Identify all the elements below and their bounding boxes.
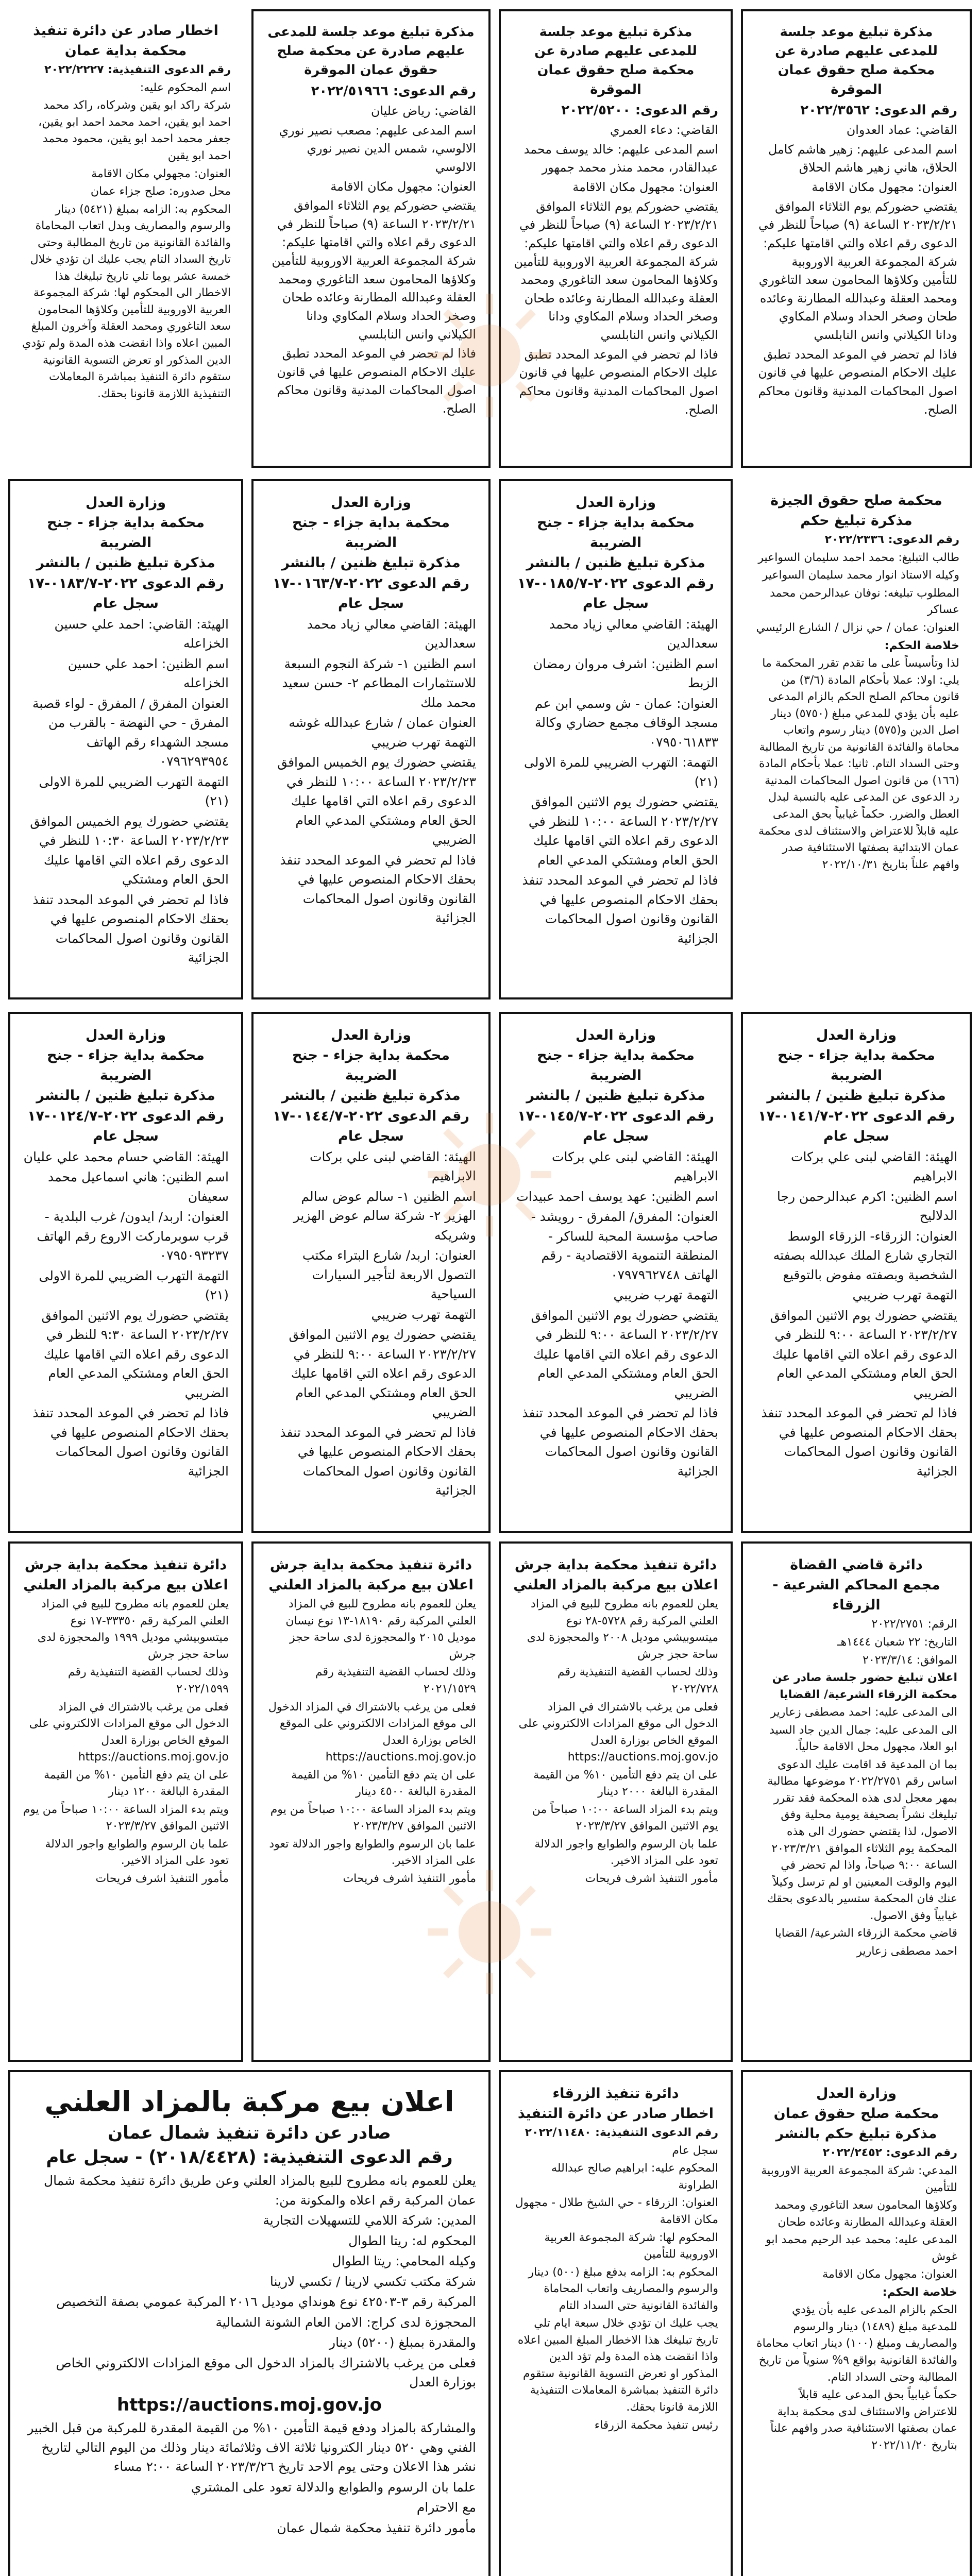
registry: سجل عام	[93, 595, 159, 612]
auction-creditor: المحكوم له: ريتا الطوال	[348, 2233, 476, 2248]
judgment-body: لذا وتأسيساً على ما تقدم تقرر المحكمة ما يلي: اولا: عملا بأحكام المادة (٣/٦) من قانون محاكم الصلح الحكم بالزام المدعى عليه بأن يؤدي للمدعي مبلغ (٥٧٥٠) دينار اصل الدين و(٥٧٥) دينار رسوم واتعاب محاماة والفائدة القانونية من تاريخ المطالبة وحتى السداد التام. ثانيا: عملا بأحكام المادة (١٦٦) من قانون اصول المحاكمات المدنية رد الدعوى عن المدعى عليه بالنسبة لبدل العطل والضرر. حكماً غيابياً بحق المدعى عليه قابلاً للاعتراض والاستئناف لدى محكمة عمان الابتدائية بصفتها الاستئنافية صدر وافهم علناً بتاريخ ٢٠٢٢/١٠/٣١	[758, 657, 959, 871]
hearing-details: يقتضي حضورك يوم الخميس الموافق ٢٠٢٣/٢/٢٣ الساعة ١٠:٠٠ للنظر في الدعوى رقم اعلاه التي اقامها عليك الحق العام ومشتكي المدعي العام الضريبي	[277, 755, 476, 848]
auction-vehicle: المركبة رقم ٣-٤٢٥٠٣ نوع هونداي موديل ٢٠١٦ المركبة عمومي بصفة التخصيص	[56, 2294, 476, 2310]
defendant: اسم الظنين: هاني اسماعيل محمد سعيفان	[48, 1170, 229, 1204]
address: العنوان: مجهول مكان الاقامة	[812, 180, 957, 195]
hearing-details: يقتضي حضوركم يوم الثلاثاء الموافق ٢٠٢٣/٢/٢١ الساعة (٩) صباحاً للنظر في الدعوى رقم اعلاه والتي اقامتها عليكم: شركة المجموعة العربية الاوروبية للتأمين وكلاؤها المحامون سعد التاغوري ومحمد العقلة وعبدالله المطارنة وعائده طحان وصخر الحداد وسلام المكاوي ودانا الكيلاني وانس النابلسي	[758, 199, 957, 343]
notice-heading: مذكرة تبليغ موعد جلسة للمدعى عليهم صادرة عن محكمة صلح حقوق عمان الموقرة	[267, 24, 475, 78]
signatory-name: احمد مصطفى زعارير	[856, 1944, 957, 1958]
notice-tax-defendant-5	[499, 1012, 733, 1533]
hearing-details: يقتضي حضورك يوم الاثنين الموافق ٢٠٢٣/٢/٢٧ الساعة ١٠:٠٠ للنظر في الدعوى رقم اعلاه التي اقامها عليك الحق العام ومشتكي المدعي العام	[528, 794, 718, 868]
panel: الهيئة: القاضي لبنى علي بركات الابراهيم	[790, 1149, 957, 1184]
signatory-title: قاضي محكمة الزرقاء الشرعية/ القضايا	[774, 1927, 957, 1940]
notice-heading: محكمة صلح حقوق الجيزة	[770, 493, 942, 509]
legal-warning: فاذا لم تحضر في الموعد المحدد تنفذ بحقك الاحكام المنصوص عليها في القانون وقانون اصول المحاكمات الجزائية	[761, 1405, 957, 1479]
ministry-title: وزارة العدل	[85, 495, 166, 511]
panel: الهيئة: القاضي: احمد علي حسين الخزاعله	[54, 616, 229, 651]
department-title: دائرة تنفيذ محكمة بداية جرش	[24, 1557, 227, 1573]
signatory: رئيس تنفيذ محكمة الزرقاء	[594, 2418, 718, 2432]
department-title: دائرة تنفيذ الزرقاء	[552, 2086, 679, 2102]
notice-type: مذكرة تبليغ ظنين / بالنشر	[526, 1088, 705, 1104]
notice-type: مذكرة تبليغ ظنين / بالنشر	[767, 1088, 946, 1104]
notice-execution-warning-amman	[8, 9, 243, 468]
legal-warning: فاذا لم تحضر في الموعد المحدد تنفذ بحقك الاحكام المنصوص عليها في القانون وقانون اصول المحاكمات الجزائية	[280, 1425, 476, 1498]
fees-note: علما بان الرسوم والطوابع واجور الدلالة تعود على المزاد الاخير.	[269, 1837, 476, 1868]
notice-vehicle-auction-jerash-3	[8, 1541, 243, 2062]
address: العنوان عمان / شارع عبدالله غوشه التهمة تهرب ضريبي	[289, 715, 476, 750]
judgment-summary-label: خلاصة الحكم:	[884, 639, 959, 652]
auction-title: اعلان بيع مركبة بالمزاد العلني	[44, 2086, 454, 2118]
department-title: دائرة تنفيذ محكمة بداية جرش	[514, 1557, 717, 1573]
defendant: اسم الظنين ١- شركة النجوم السبعة للاستثمارات المطاعم ٢- حسن سعيد محمد ملك	[282, 656, 476, 710]
hearing-details: يقتضي حضوركم يوم الثلاثاء الموافق ٢٠٢٣/٢/٢١ الساعة (٩) صباحاً للنظر في الدعوى رقم اعلاه والتي اقامتها عليكم: شركة المجموعة العربية الاوروبية للتأمين وكلاؤها المحامون سعد التاغوري ومحمد العقلة وعبدالله المطارنة وعائده طحان وصخر الحداد وسلام المكاوي ودانا الكيلاني وانس النابلسي	[272, 198, 476, 342]
notice-sharia-court-zarqa	[741, 1541, 972, 2062]
legal-warning: فاذا لم تحضر في الموعد المحدد تطبق عليك الاحكام المنصوص عليها في قانون اصول المحاكمات المدنية وقانون محاكم الصلح.	[758, 347, 957, 417]
charge: التهمة تهرب ضريبي	[371, 1307, 476, 1322]
deposit: على ان يتم دفع التأمين ١٠% من القيمة المقدرة البالغة ٢٠٠٠ دينار	[533, 1768, 718, 1799]
address: العنوان: مجهول مكان الاقامة	[822, 2268, 957, 2281]
auction-start: ويتم بدء المزاد الساعة ١٠:٠٠ صباحاً من يوم الاثنين الموافق ٢٠٢٣/٣/٢٧	[532, 1803, 718, 1833]
legal-warning: فاذا لم تحضر في الموعد المحدد تنفذ بحقك الاحكام المنصوص عليها في القانون وقانون اصول المحاكمات الجزائية	[32, 1405, 229, 1479]
court-title: محكمة بداية جزاء - جنح الضريبة	[778, 1047, 935, 1084]
registry: سجل عام	[338, 595, 404, 612]
legal-warning: فاذا لم تحضر في الموعد المحدد تطبق عليك الاحكام المنصوص عليها في قانون اصول المحاكمات المدنية وقانون محاكم الصلح.	[519, 347, 718, 417]
notice-subheading: مذكرة تبليغ حكم	[800, 513, 913, 529]
auction-site[interactable]: فعلى من يرغب بالاشتراك في المزاد الدخول الى موقع المزادات الالكتروني على الموقع الخاص بوزارة العدل https://auctions.moj.gov.jo	[268, 1700, 476, 1764]
hijri-date: التاريخ: ٢٢ شعبان ١٤٤٤هـ	[837, 1635, 957, 1649]
notice-title: اعلان بيع مركبة بالمزاد العلني	[513, 1577, 718, 1594]
notice-vehicle-auction-north-amman	[8, 2070, 491, 2576]
court-title: محكمة بداية جزاء - جنح الضريبة	[292, 515, 450, 551]
case-number: رقم الدعوى ٢٠٢٢-٠١٤٥/٧-١٧	[517, 1108, 714, 1124]
notified-party: المطلوب تبليغه: نوفان عبدالرحمن محمد عساكر	[770, 586, 959, 617]
judgment-body: الحكم بالزام المدعى عليه بأن يؤدي للمدعية مبلغ (١٤٨٩) دينار والرسوم والمصاريف ومبلغ (١٠٠) دينار اتعاب محاماة والفائدة القانونية بواقع ٩% سنوياً من تاريخ المطالبة وحتى السداد التام.	[756, 2303, 957, 2384]
fees-note: علما بان الرسوم والطوابع واجور الدلالة تعود على المزاد الاخير.	[45, 1837, 229, 1868]
case-number: رقم الدعوى التنفيذية: ٢٠٢٢/١١٤٨٠	[525, 2126, 718, 2140]
auction-signatory: مأمور دائرة تنفيذ محكمة شمال عمان	[277, 2520, 476, 2535]
case-number: رقم الدعوى: ٢٠٢٢/٢٤٥٢	[822, 2146, 957, 2160]
fees-note: علما بان الرسوم والطوابع واجور الدلالة تعود على المزاد الاخير.	[534, 1837, 718, 1868]
notice-judgment-amman	[741, 2070, 972, 2576]
ministry-title: وزارة العدل	[330, 495, 412, 511]
ministry-title: وزارة العدل	[816, 2086, 897, 2102]
creditor: المحكوم لها: شركة المجموعة العربية الاوروبية للتأمين	[544, 2231, 718, 2261]
address: العنوان: عمان - ش وسمي ابن عم مسجد الوقاف مجمع حضاري وكالة ٠٧٩٥٠٦١٨٣٣	[534, 696, 718, 750]
panel: الهيئة: القاضي معالي زياد محمد سعدالدين	[307, 616, 476, 651]
auction-deposit-terms: والمشاركة بالمزاد ودفع قيمة التأمين ١٠% من القيمة المقدرة للمركبة من قبل الخبير الفني وهي ٥٢٠ دينار الكترونيا ثلاثة الاف وثلاثمائة دينار وذلك من اليوم التالي لتاريخ نشر هذا الاعلان وحتى يوم الاحد تاريخ ٢٠٢٣/٣/٢٦ الساعة ٢:٠٠ مساء	[27, 2420, 476, 2475]
ministry-title: وزارة العدل	[575, 495, 656, 511]
legal-warning: فاذا لم تحضر في الموعد المحدد تنفذ بحقك الاحكام المنصوص عليها في القانون وقانون اصول المحاكمات الجزائية	[280, 852, 476, 926]
notice-tax-defendant-2	[251, 479, 491, 999]
court-title: محكمة بداية جزاء - جنح الضريبة	[537, 1047, 695, 1084]
case-reference: وذلك لحساب القضية التنفيذية رقم ٢٠٢٢/٧٢٨	[557, 1666, 718, 1696]
court-title: محكمة بداية جزاء - جنح الضريبة	[47, 1047, 205, 1084]
notice-type: مذكرة تبليغ ظنين / بالنشر	[281, 555, 461, 571]
panel: الهيئة: القاضي لبنى علي بركات الابراهيم	[309, 1149, 476, 1184]
recipient: الى المدعى عليه: احمد مصطفى زعارير	[770, 1706, 957, 1719]
plaintiff: المدعي: شركة المجموعة العربية الاوروبية للتأمين	[761, 2164, 957, 2194]
address: العنوان: مجهول مكان الاقامة	[330, 179, 476, 194]
defendant: اسم الظنين: عهد يوسف احمد عبيدات	[516, 1189, 718, 1204]
address: العنوان: مجهولي مكان الاقامة	[91, 167, 231, 180]
case-number: رقم الدعوى ٢٠٢٢-٠١٤١/٧-١٧	[758, 1108, 955, 1124]
judge: القاضي: عماد العدوان	[846, 123, 957, 138]
vehicle-details: يعلن للعموم بانه مطروح للبيع في المزاد العلني المركبة رقم ٣٣٣٥٠-١٧ نوع ميتسوبيشي موديل ١٩٩٩ والمحجوزة لدى ساحة حجز جرش	[37, 1598, 229, 1661]
reference-number: الرقم: ٢٠٢٢/٢٧٥١	[871, 1618, 957, 1631]
judge: القاضي: دعاء العمري	[610, 123, 718, 138]
debtor-label: اسم المحكوم عليه:	[140, 81, 231, 94]
judgment-status: حكماً غيابياً بحق المدعى عليه قابلاً للاعتراض والاستئناف لدى محكمة بداية عمان بصفتها الاستئنافية صدر وافهم علناً بتاريخ ٢٠٢٢/١١/٢٠	[770, 2388, 957, 2452]
judgment-body: المحكوم به: الزامه بمبلغ (٥٤٢١) دينار والرسوم والمصاريف وبدل اتعاب المحاماة والفائدة القانونية من تاريخ المطالبة وحتى تاريخ السداد التام يجب عليك ان تؤدي خلال خمسة عشر يوما تلي تاريخ تبليغك هذا الاخطار الى المحكوم لها: شركة المجموعة العربية الاوروبية للتأمين وكلاؤها المحامون سعد التاغوري ومحمد العقلة وآخرون المبلغ المبين اعلاه واذا انقضت هذه المدة ولم تؤدي الدين المذكور او تعرض التسوية القانونية ستقوم دائرة التنفيذ بمباشرة المعاملات التنفيذية اللازمة قانونا بحقك.	[22, 202, 231, 400]
auction-subtitle: صادر عن دائرة تنفيذ شمال عمان	[108, 2122, 391, 2143]
hearing-details: يقتضي حضورك يوم الاثنين الموافق ٢٠٢٣/٢/٢٧ الساعة ٩:٠٠ للنظر في الدعوى رقم اعلاه التي اقامها عليك الحق العام ومشتكي المدعي العام الضريبي	[289, 1327, 476, 1420]
legal-warning: فاذا لم تحضر في الموعد المحدد تنفذ بحقك الاحكام المنصوص عليها في القانون وقانون اصول المحاكمات الجزائية	[522, 1405, 718, 1479]
auction-intro: يعلن للعموم بانه مطروح للبيع بالمزاد العلني وعن طريق دائرة تنفيذ محكمة شمال عمان المركبة رقم اعلاه والمكونة من:	[43, 2173, 476, 2208]
hearing-details: يقتضي حضورك يوم الاثنين الموافق ٢٠٢٣/٢/٢٧ الساعة ٩:٣٠ للنظر في الدعوى رقم اعلاه التي اقامها عليك الحق العام ومشتكي المدعي العام الضريبي	[41, 1308, 229, 1400]
notice-title: اعلان بيع مركبة بالمزاد العلني	[268, 1577, 474, 1594]
auction-start: ويتم بدء المزاد الساعة ١٠:٠٠ صباحاً من يوم الاثنين الموافق ٢٠٢٣/٣/٢٧	[270, 1803, 476, 1833]
charge: التهمة التهرب الضريبي للمرة الاولى (٢١)	[39, 774, 229, 809]
hearing-details: يقتضي حضورك يوم الاثنين الموافق ٢٠٢٣/٢/٢٧ الساعة ٩:٠٠ للنظر في الدعوى رقم اعلاه التي اقامها عليك الحق العام ومشتكي المدعي العام الضريبي	[531, 1308, 718, 1400]
defendants: اسم المدعى عليهم: زهير هاشم كامل الحلاق، هاني زهير هاشم الحلاق	[768, 142, 957, 175]
issuing-court: محل صدوره: صلح جزاء عمان	[90, 185, 231, 198]
debtor: المحكوم عليه: ابراهيم صالح عبدالله الطراونة	[551, 2162, 718, 2192]
defendant: المدعى عليه: محمد عبد الرحيم محمد ابو غوش	[765, 2233, 957, 2263]
deposit: على ان يتم دفع التأمين ١٠% من القيمة المقدرة البالغة ١٢٠٠ دينار	[44, 1768, 229, 1799]
notice-hearing-summons-1	[741, 9, 972, 468]
hearing-details: يقتضي حضورك يوم الاثنين الموافق ٢٠٢٣/٢/٢٧ الساعة ٩:٠٠ للنظر في الدعوى رقم اعلاه التي اقامها عليك الحق العام ومشتكي المدعي العام الضريبي	[770, 1308, 957, 1400]
legal-warning: فاذا لم تحضر في الموعد المحدد تطبق عليك الاحكام المنصوص عليها في قانون اصول المحاكمات المدنية وقانون محاكم الصلح.	[277, 346, 476, 416]
defendant: اسم الظنين: اكرم عبدالرحمن رجا الدلاليح	[776, 1189, 957, 1224]
case-number: رقم الدعوى ٢٠٢٢-٠١٦٣/٧-١٧	[273, 575, 469, 591]
notice-tax-defendant-6	[251, 1012, 491, 1533]
case-number: رقم الدعوى ٢٠٢٢-٠١٨٣/٧-١٧	[27, 575, 224, 591]
debtors: شركة راكد ابو يقين وشركاه، راكد محمد احمد ابو يقين، احمد محمد احمد ابو يقين، جعفر محمد احمد ابو يقين، محمود محمد احمد ابو يقين	[38, 99, 231, 163]
charge: التهمة تهرب ضريبي	[613, 1287, 718, 1303]
notice-type: مذكرة تبليغ حكم بالنشر	[775, 2126, 937, 2142]
address: العنوان: مجهول مكان الاقامة	[572, 180, 718, 195]
signatory: مأمور التنفيذ اشرف فريحات	[343, 1872, 476, 1886]
notice-heading: اخطار صادر عن دائرة تنفيذ محكمة بداية عمان	[33, 23, 218, 59]
defendant: اسم الظنين: احمد علي حسين الخزاعله	[67, 656, 229, 691]
ministry-title: وزارة العدل	[85, 1027, 166, 1043]
deposit: على ان يتم دفع التأمين ١٠% من القيمة المقدرة البالغة ٤٥٠٠ دينار	[291, 1768, 476, 1799]
registry: سجل عام	[583, 1128, 649, 1144]
notice-hearing-summons-2	[499, 9, 733, 468]
auction-agent: وكيله المحامي: ريتا الطوال	[332, 2253, 476, 2269]
auction-company: شركة مكتب تكسي لارينا / تكسي لارينا	[269, 2274, 476, 2289]
notice-heading: مذكرة تبليغ موعد جلسة للمدعى عليهم صادرة عن محكمة صلح حقوق عمان الموقرة	[775, 24, 938, 97]
case-number: رقم الدعوى: ٢٠٢٢/٢٣٣٦	[824, 533, 959, 547]
notice-tax-defendant-7	[8, 1012, 243, 1533]
registry: سجل عام	[823, 1128, 889, 1144]
panel: الهيئة: القاضي معالي زياد محمد سعدالدين	[549, 616, 718, 651]
notice-vehicle-auction-jerash-2	[251, 1541, 491, 2062]
case-number: رقم الدعوى ٢٠٢٢-٠١٤٤/٧-١٧	[273, 1108, 469, 1124]
address: العنوان المفرق / المفرق - لواء قصبة المفرق - حي النهضة - بالقرب من مسجد الشهداء رقم الهاتف ٠٧٩٦٢٩٣٩٥٤	[32, 696, 229, 769]
defendant: الى المدعى عليه: جمال الدين جاد السيد ابو العلا، مجهول محل الاقامة حالياً.	[769, 1723, 957, 1754]
registry: سجل عام	[93, 1128, 159, 1144]
signatory: مأمور التنفيذ اشرف فريحات	[95, 1872, 229, 1886]
defendant: اسم الظنين ١- سالم عوض سالم الهزير ٢- شركة سالم عوض الهزير وشريكه	[293, 1189, 476, 1243]
panel: الهيئة: القاضي حسام محمد علي عليان	[23, 1149, 229, 1164]
ministry-title: وزارة العدل	[330, 1027, 412, 1043]
case-number: رقم الدعوى ٢٠٢٢-٠١٢٤/٧-١٧	[27, 1108, 224, 1124]
judgment-summary-label: خلاصة الحكم:	[882, 2285, 957, 2299]
registry: سجل عام	[583, 595, 649, 612]
auction-site[interactable]: فعلى من يرغب بالاشتراك في المزاد الدخول الى موقع المزادات الالكتروني على الموقع الخاص بوزارة العدل https://auctions.moj.gov.jo	[518, 1700, 718, 1764]
auction-site[interactable]: فعلى من يرغب بالاشتراك في المزاد الدخول الى موقع المزادات الالكتروني على الموقع الخاص بوزارة العدل https://auctions.moj.gov.jo	[29, 1700, 229, 1764]
ministry-title: وزارة العدل	[816, 1027, 897, 1043]
charge: التهمة تهرب ضريبي	[852, 1287, 957, 1303]
auction-valuation: والمقدرة بمبلغ (٥٢٠٠) دينار	[329, 2335, 476, 2350]
judge: القاضي: رياض عليان	[370, 104, 476, 118]
hearing-details: يقتضي حضورك يوم الخميس الموافق ٢٠٢٣/٢/٢٣ الساعة ١٠:٣٠ للنظر في الدعوى رقم اعلاه التي اقامها عليك الحق العام ومشتكي	[30, 814, 229, 887]
charge: التهمة التهرب الضريبي للمرة الاولى (٢١)	[39, 1268, 229, 1303]
notice-title: اعلان بيع مركبة بالمزاد العلني	[23, 1577, 228, 1594]
court-title: محكمة بداية جزاء - جنح الضريبة	[537, 515, 695, 551]
auction-debtor: المدين: شركة اللامي للتسهيلات التجارية	[263, 2213, 476, 2228]
auction-garage: المحجوزة لدى كراج: الامن العام الشونة الشمالية	[215, 2314, 476, 2330]
notice-type: مذكرة تبليغ ظنين / بالنشر	[36, 555, 215, 571]
legal-warning: فاذا لم تحضر في الموعد المحدد تنفذ بحقك الاحكام المنصوص عليها في القانون وقانون اصول المحاكمات الجزائية	[32, 892, 229, 965]
department-title: دائرة قاضي القضاة	[790, 1557, 923, 1573]
signatory: مأمور التنفيذ اشرف فريحات	[585, 1872, 718, 1886]
judgment-amount: المحكوم به: الزامه بدفع مبلغ (٥٠٠) دينار والرسوم والمصاريف واتعاب المحاماة والفائدة القانونية حتى السداد التام	[528, 2265, 718, 2312]
case-number: رقم الدعوى: ٢٠٢٢/٣٥٦٢	[800, 102, 957, 118]
address: العنوان: المفرق/ المفرق - رويشد - صاحب مؤسسة المحبة للساكر - المنطقة التنموية الاقتصادية - رقم الهاتف ٠٧٩٧٩٦٢٧٤٨	[531, 1209, 718, 1282]
case-number: رقم الدعوى التنفيذية: ٢٠٢٢/٢٢٢٧	[44, 63, 231, 77]
court-title: محكمة صلح حقوق عمان	[773, 2106, 939, 2122]
notice-title: اعلان تبليغ حضور جلسة صادر عن محكمة الزرقاء الشرعية/ القضايا	[772, 1671, 957, 1701]
address: العنوان: الزرقاء - حي الشيخ طلال - مجهول مكان الاقامة	[515, 2196, 718, 2227]
defendants: اسم المدعى عليهم: مصعب نصير نوري الالوسي، شمس الدين نصير نوري الالوسي	[279, 123, 476, 174]
address: العنوان: اربد/ ايدون/ غرب البلدية - قرب سوبرماركت الاروع رقم الهاتف ٠٧٩٥٠٩٣٢٣٧	[37, 1209, 229, 1263]
auction-case-number: رقم الدعوى التنفيذية: (٢٠١٨/٤٤٢٨) - سجل عام	[46, 2147, 453, 2168]
registry: سجل عام	[672, 2144, 718, 2157]
ministry-title: وزارة العدل	[575, 1027, 656, 1043]
auction-fees-note: علما بان الرسوم والطوابع والدلالة تعود على المشتري	[191, 2479, 476, 2495]
notice-vehicle-auction-jerash-1	[499, 1541, 733, 2062]
case-number: رقم الدعوى ٢٠٢٢-٠١٨٥/٧-١٧	[517, 575, 714, 591]
notice-hearing-summons-3	[251, 9, 491, 468]
notice-judgment-jizah	[741, 479, 972, 1005]
notice-heading: مذكرة تبليغ موعد جلسة للمدعى عليهم صادرة عن محكمة صلح حقوق عمان الموقرة	[534, 24, 697, 97]
auction-start: ويتم بدء المزاد الساعة ١٠:٠٠ صباحاً من يوم الاثنين الموافق ٢٠٢٣/٣/٢٧	[23, 1803, 229, 1833]
warning-body: يجب عليك ان تؤدي خلال سبعة ايام تلي تاريخ تبليغك هذا الاخطار المبلغ المبين اعلاه واذا انقضت هذه المدة ولم تؤد الدين المذكور او تعرض التسوية القانونية ستقوم دائرة التنفيذ بمباشرة المعاملات التنفيذية اللازمة قانونا بحقك.	[517, 2317, 718, 2414]
case-reference: وذلك لحساب القضية التنفيذية رقم ٢٠٢١/١٥٢٩	[315, 1666, 476, 1696]
notice-type: مذكرة تبليغ ظنين / بالنشر	[36, 1088, 215, 1104]
address: العنوان: الزرقاء- الزرقاء الوسط التجاري شارع الملك عبدالله بصفته الشخصية وبصفته مفوض بالتوقيع	[773, 1228, 957, 1282]
court-title: محكمة بداية جزاء - جنح الضريبة	[292, 1047, 450, 1084]
auction-website-link[interactable]: https://auctions.moj.gov.jo	[116, 2394, 382, 2415]
address: العنوان: عمان / حي نزال / الشارع الرئيسي	[756, 621, 959, 635]
address: العنوان: اربد/ شارع البتراء مكتب التصول الاربعة لتأجير السيارات السياحية	[302, 1248, 476, 1302]
notice-type: مذكرة تبليغ ظنين / بالنشر	[526, 555, 705, 571]
requester-agent: وكيله الاستاذ انوار محمد سليمان السواعير	[762, 569, 959, 582]
auction-closing: مع الاحترام	[416, 2500, 476, 2515]
notice-tax-defendant-1	[499, 479, 733, 999]
department-title: دائرة تنفيذ محكمة بداية جرش	[269, 1557, 472, 1573]
court-title: محكمة بداية جزاء - جنح الضريبة	[47, 515, 205, 551]
legal-warning: فاذا لم تحضر في الموعد المحدد تنفذ بحقك الاحكام المنصوص عليها في القانون وقانون اصول المحاكمات الجزائية	[522, 873, 718, 946]
court-title: مجمع المحاكم الشرعية - الزرقاء	[772, 1577, 940, 1614]
registry: سجل عام	[338, 1128, 404, 1144]
case-number: رقم الدعوى: ٢٠٢٢/٥١٩٦٦	[311, 83, 476, 99]
notice-type: مذكرة تبليغ ظنين / بالنشر	[281, 1088, 461, 1104]
requester: طالب التبليغ: محمد احمد سليمان السواعير	[758, 551, 959, 564]
gregorian-date: الموافق: ٢٠٢٣/٣/١٤	[863, 1653, 957, 1667]
notice-title: اخطار صادر عن دائرة التنفيذ	[517, 2106, 714, 2122]
vehicle-details: يعلن للعموم بانه مطروح للبيع في المزاد العلني المركبة رقم ١٨١٩٠-١٣ نوع نيسان موديل ٢٠١٥ والمحجوزة لدى ساحة حجز جرش	[285, 1598, 476, 1661]
auction-participation: فعلى من يرغب بالاشتراك بالمزاد الدخول الى موقع المزادات الالكتروني الخاص بوزارة العدل	[56, 2355, 476, 2390]
notice-tax-defendant-3	[8, 479, 243, 999]
defendant: اسم الظنين: اشرف مروان رمضان الزبط	[533, 656, 718, 691]
hearing-details: يقتضي حضوركم يوم الثلاثاء الموافق ٢٠٢٣/٢/٢١ الساعة (٩) صباحاً للنظر في الدعوى رقم اعلاه والتي اقامتها عليكم: شركة المجموعة العربية الاوروبية للتأمين وكلاؤها المحامون سعد التاغوري ومحمد العقلة وعبدالله المطارنة وعائده طحان وصخر الحداد وسلام المكاوي ودانا الكيلاني وانس النابلسي	[514, 199, 718, 343]
vehicle-details: يعلن للعموم بانه مطروح للبيع في المزاد العلني المركبة رقم ٥٧٢٨-٢٨ نوع ميتسوبيشي موديل ٢٠٠٨ والمحجوزة لدى ساحة حجز جرش	[527, 1598, 718, 1661]
charge: التهمة: التهرب الضريبي للمرة الاولى (٢١)	[523, 755, 718, 789]
case-number: رقم الدعوى: ٢٠٢٢/٥٢٠٠	[561, 102, 718, 118]
notice-tax-defendant-4	[741, 1012, 972, 1533]
notice-body: بما ان المدعية قد اقامت عليك الدعوى اساس رقم ٢٠٢٢/٢٧٥١ موضوعها مطالبة بمهر معجل لدى هذه المحكمة فقد تقرر تبليغك نشراً بصحيفة يومية محلية وفق الاصول، لذا يقتضي حضورك الى هذه المحكمة يوم الثلاثاء الموافق ٢٠٢٣/٣/٢١ الساعة ٩:٠٠ صباحاً، واذا لم تحضر في اليوم والوقت المعينين او لم ترسل وكيلاً عنك فان المحكمة ستسير بالدعوى بحقك غيابياً وفق الاصول.	[767, 1758, 957, 1922]
panel: الهيئة: القاضي لبنى علي بركات الابراهيم	[551, 1149, 718, 1184]
case-reference: وذلك لحساب القضية التنفيذية رقم ٢٠٢٢/١٥٩٩	[67, 1666, 229, 1696]
notice-execution-warning-zarqa	[499, 2070, 733, 2576]
plaintiff-agents: وكلاؤها المحامون سعد التاغوري ومحمد العقلة وعبدالله المطارنة وعائده طحان	[774, 2199, 957, 2229]
defendants: اسم المدعى عليهم: خالد يوسف محمد عبدالقادر، محمد منذر محمد جمهور	[523, 142, 718, 175]
